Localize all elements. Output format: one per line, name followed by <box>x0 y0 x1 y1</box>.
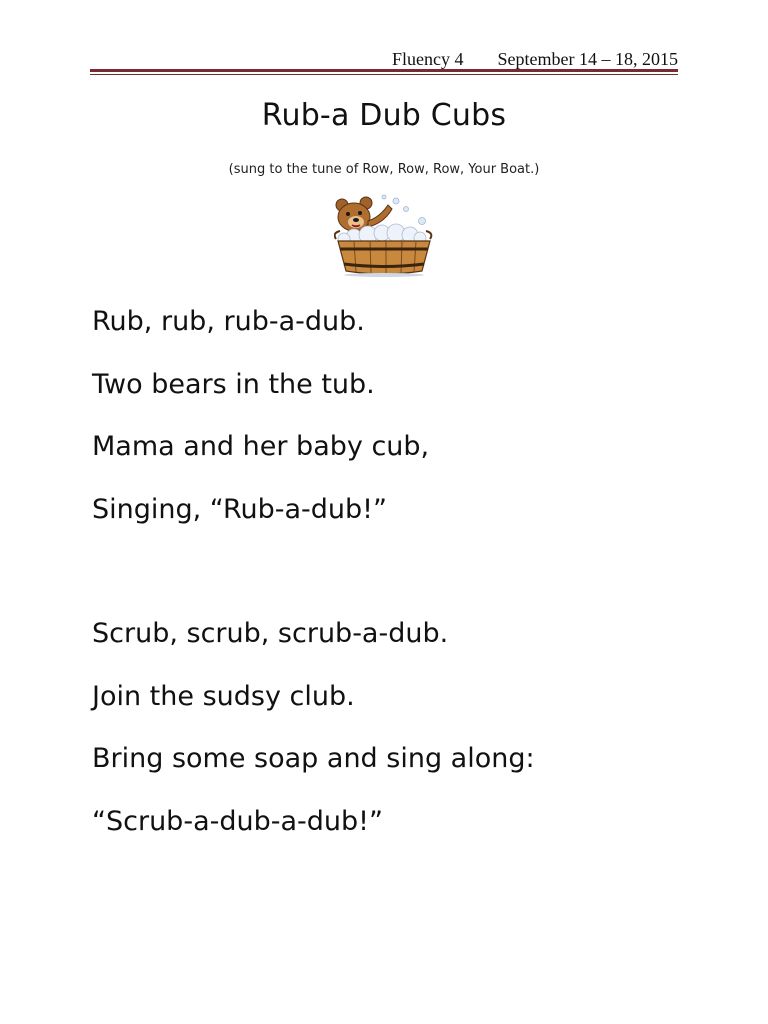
verse-2 <box>92 612 692 862</box>
header-rule-thin <box>90 74 678 75</box>
bear-in-tub-icon <box>334 193 434 277</box>
verse-line: Two bears in the tub. <box>92 368 375 400</box>
verse-line: Bring some soap and sing along: <box>92 743 535 774</box>
poem-subtitle: (sung to the tune of Row, Row, Row, Your Boat.) <box>228 162 540 177</box>
header-rule-thick <box>90 69 678 72</box>
verse-line: “Scrub-a-dub-a-dub!” <box>92 805 383 837</box>
poem-title: Rub-a Dub Cubs <box>261 98 507 133</box>
verse-line: Scrub, scrub, scrub-a-dub. <box>92 618 449 649</box>
verse-line: Mama and her baby cub, <box>92 431 430 462</box>
header-dates: September 14 – 18, 2015 <box>497 49 678 69</box>
header-fluency: Fluency 4 <box>392 49 464 69</box>
verse-line: Singing, “Rub-a-dub!” <box>92 493 387 525</box>
page-header <box>90 40 678 70</box>
verse-line: Join the sudsy club. <box>92 680 355 712</box>
verse-1 <box>92 300 692 550</box>
verse-line: Rub, rub, rub-a-dub. <box>92 306 365 337</box>
